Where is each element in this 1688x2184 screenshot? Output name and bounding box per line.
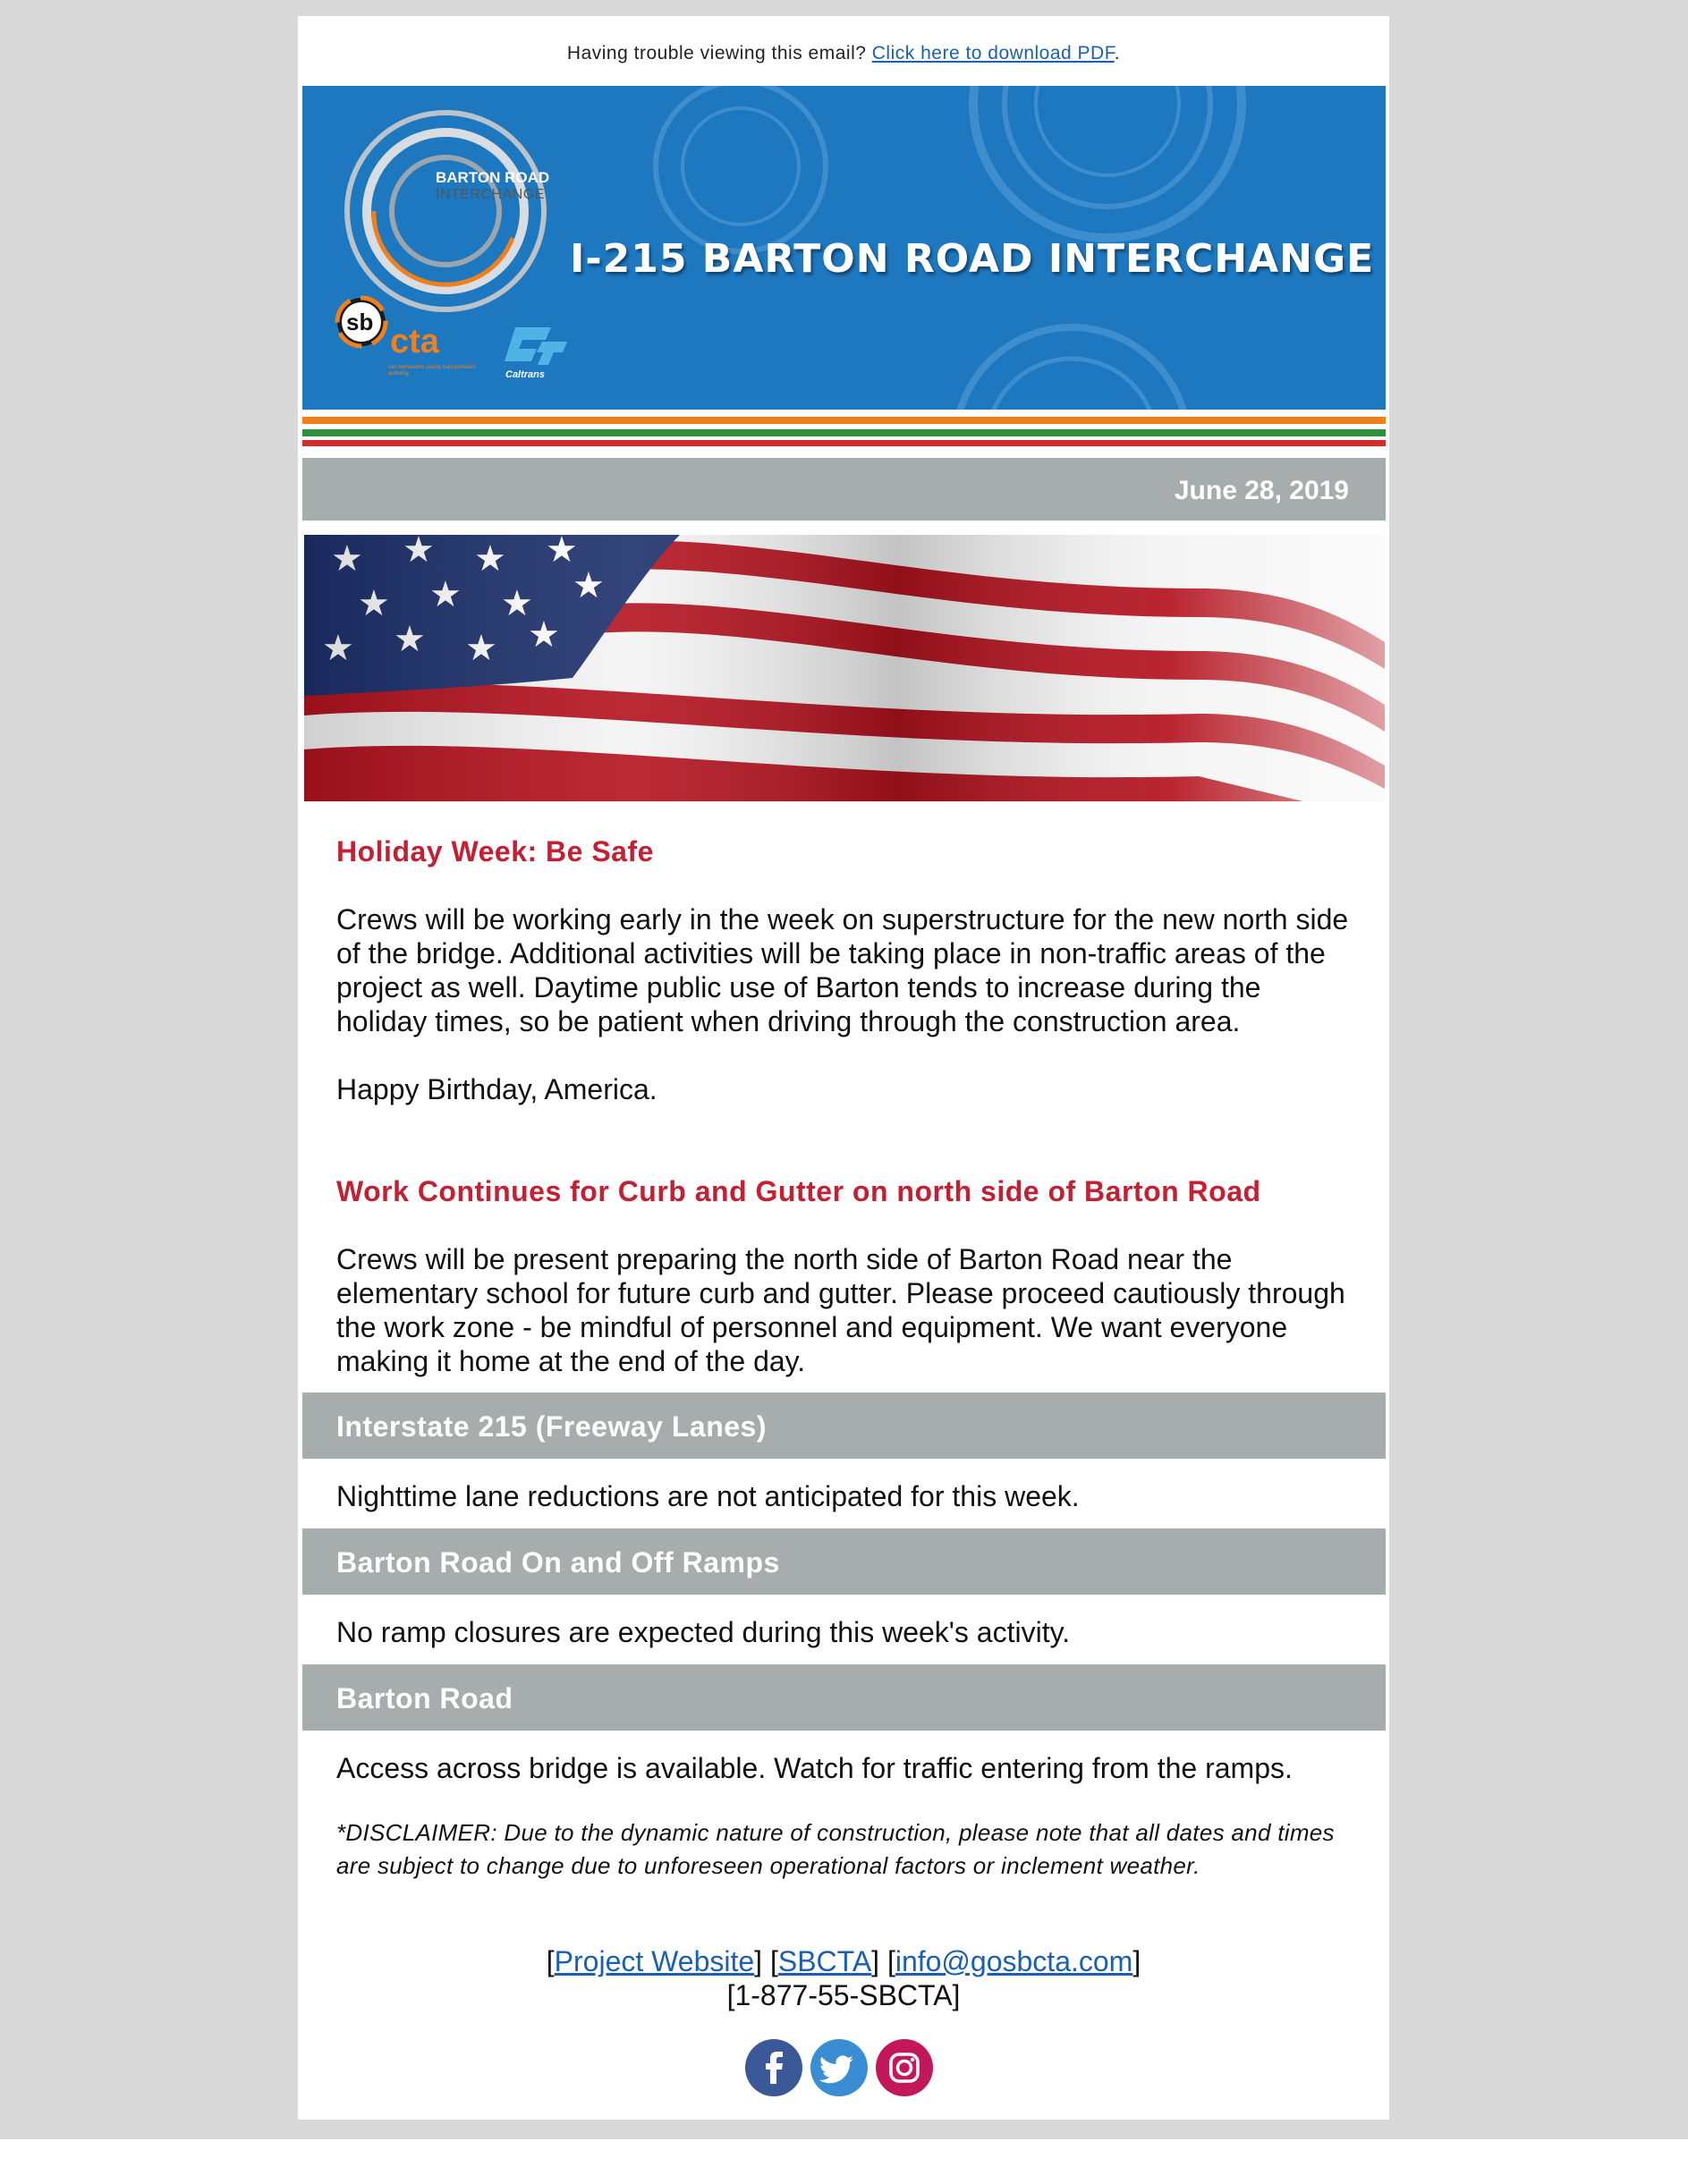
green-stripe: [302, 429, 1386, 436]
download-pdf-link[interactable]: Click here to download PDF: [871, 43, 1115, 63]
holiday-heading: Holiday Week: Be Safe: [336, 835, 654, 868]
sbcta-tagline: san bernardino county transportation authority: [388, 365, 476, 377]
caltrans-logo-mark: [505, 327, 567, 365]
phone-number: [1-877-55-SBCTA]: [726, 1979, 961, 2011]
ramps-body: No ramp closures are expected during this week's activity.: [336, 1616, 1071, 1648]
period: .: [1114, 43, 1121, 63]
twitter-icon[interactable]: [810, 2039, 868, 2096]
ramps-band: [302, 1528, 1386, 1595]
barton-body: Access across bridge is available. Watch for traffic entering from the ramps.: [336, 1752, 1293, 1784]
holiday-body: Crews will be working early in the week on superstructure for the new north side of the bridge. Additional activities will be taking place in non-traffic areas of the project as well. Daytime public use of Barton tends to increase during the holiday times, so be patient when driving through the construction area.: [336, 903, 1349, 1037]
sbcta-mark: sb: [346, 309, 374, 335]
email-page: [298, 16, 1389, 2120]
bracket: ] [: [871, 1945, 895, 1977]
date-band: [302, 458, 1386, 521]
sbcta-word: cta: [390, 323, 439, 360]
barton-band: [302, 1664, 1386, 1731]
barton-road-logo-mark: [347, 113, 544, 309]
disclaimer-text: *DISCLAIMER: Due to the dynamic nature of construction, please note that all dates and times are subject to change due to unforeseen operational factors or inclement weather.: [336, 1819, 1335, 1879]
project-website-link[interactable]: Project Website: [554, 1945, 755, 1977]
holiday-section: [336, 835, 1356, 1106]
instagram-icon[interactable]: [876, 2039, 933, 2096]
freeway-section: [336, 1479, 1356, 1513]
footer-links: [298, 1944, 1389, 1978]
logo-line-2: INTERCHANGE: [436, 187, 545, 202]
view-trouble-note: [298, 43, 1389, 64]
curb-section: [336, 1175, 1356, 1378]
color-stripes: [302, 417, 1386, 446]
banner-title: I-215 BARTON ROAD INTERCHANGE: [570, 236, 1375, 282]
orange-stripe: [302, 417, 1386, 424]
issue-date: June 28, 2019: [1174, 476, 1349, 505]
bottom-margin: [0, 2139, 1688, 2184]
footer-phone: [298, 1978, 1389, 2012]
barton-section: [336, 1751, 1356, 1785]
holiday-closing: Happy Birthday, America.: [336, 1073, 657, 1105]
barton-heading: Barton Road: [336, 1682, 513, 1714]
facebook-icon[interactable]: [745, 2039, 802, 2096]
trouble-text: Having trouble viewing this email?: [566, 43, 867, 63]
logo-line-1: BARTON ROAD: [436, 169, 550, 186]
red-stripe: [302, 440, 1386, 446]
header-banner: [302, 86, 1386, 410]
caltrans-word: Caltrans: [505, 369, 546, 380]
american-flag-image: [304, 535, 1385, 801]
freeway-heading: Interstate 215 (Freeway Lanes): [336, 1410, 767, 1443]
ramps-section: [336, 1615, 1356, 1649]
freeway-body: Nighttime lane reductions are not anticipated for this week.: [336, 1480, 1080, 1512]
curb-heading: Work Continues for Curb and Gutter on north side of Barton Road: [336, 1175, 1261, 1207]
sbcta-link[interactable]: SBCTA: [777, 1945, 872, 1977]
email-link[interactable]: info@gosbcta.com: [895, 1945, 1133, 1977]
freeway-band: [302, 1393, 1386, 1459]
disclaimer-section: [336, 1816, 1356, 1883]
bracket: ]: [1132, 1945, 1141, 1977]
bracket: ] [: [754, 1945, 778, 1977]
bracket: [: [546, 1945, 555, 1977]
ramps-heading: Barton Road On and Off Ramps: [336, 1546, 780, 1579]
curb-body: Crews will be present preparing the north side of Barton Road near the elementary school for future curb and gutter. Please proceed cautiously through the work zone - be mindful of personnel and equipment. We want everyone making it home at the end of the day.: [336, 1243, 1345, 1377]
